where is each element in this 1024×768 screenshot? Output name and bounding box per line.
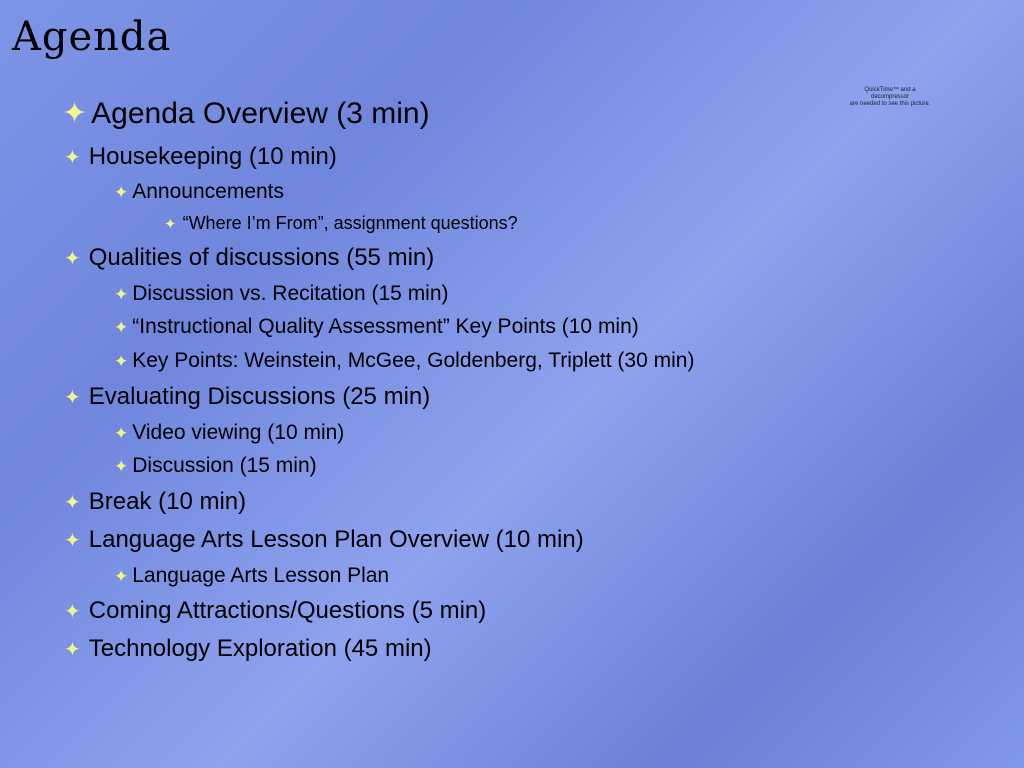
- agenda-subitem: [114, 349, 694, 373]
- agenda-item-text: Discussion (15 min): [132, 454, 317, 477]
- agenda-item-text: Break (10 min): [88, 488, 247, 515]
- agenda-item-text: “Where I’m From”, assignment questions?: [182, 213, 518, 233]
- star-bullet-icon: ✦: [164, 216, 177, 233]
- star-bullet-icon: ✦: [64, 492, 81, 514]
- star-bullet-icon: ✦: [114, 285, 129, 304]
- agenda-item-text: Evaluating Discussions (25 min): [88, 383, 431, 410]
- agenda-item-text: Discussion vs. Recitation (15 min): [132, 282, 449, 305]
- agenda-item-text: Qualities of discussions (55 min): [88, 244, 435, 271]
- star-bullet-icon: ✦: [64, 387, 81, 409]
- star-bullet-icon: ✦: [64, 530, 81, 552]
- agenda-subitem: [114, 454, 317, 478]
- star-bullet-icon: ✦: [114, 318, 129, 337]
- agenda-item: [64, 597, 486, 625]
- star-bullet-icon: ✦: [62, 97, 88, 130]
- agenda-subitem: [114, 421, 344, 445]
- agenda-subitem: [114, 282, 449, 306]
- agenda-item: [64, 635, 432, 663]
- quicktime-notice-line: are needed to see this picture.: [849, 101, 931, 107]
- star-bullet-icon: ✦: [64, 601, 81, 623]
- agenda-item-text: Announcements: [132, 180, 285, 203]
- agenda-item-text: Coming Attractions/Questions (5 min): [88, 597, 487, 624]
- agenda-item: [62, 96, 430, 131]
- agenda-item: [64, 143, 337, 171]
- agenda-item-text: “Instructional Quality Assessment” Key Points (10 min): [132, 315, 639, 338]
- quicktime-placeholder: [840, 87, 940, 108]
- agenda-item-text: Housekeeping (10 min): [88, 143, 337, 170]
- star-bullet-icon: ✦: [114, 352, 129, 371]
- agenda-item: [64, 526, 584, 554]
- agenda-item-text: Language Arts Lesson Plan Overview (10 min): [88, 526, 584, 553]
- agenda-subitem: [114, 180, 284, 204]
- agenda-subsubitem: [164, 213, 518, 234]
- star-bullet-icon: ✦: [114, 183, 129, 202]
- agenda-item-text: Technology Exploration (45 min): [88, 635, 432, 662]
- agenda-subitem: [114, 315, 639, 339]
- star-bullet-icon: ✦: [64, 147, 81, 169]
- star-bullet-icon: ✦: [64, 248, 81, 270]
- star-bullet-icon: ✦: [64, 639, 81, 661]
- agenda-item-text: Agenda Overview (3 min): [91, 97, 430, 130]
- slide-title: Agenda: [12, 14, 172, 60]
- agenda-subitem: [114, 564, 389, 588]
- agenda-item-text: Key Points: Weinstein, McGee, Goldenberg, Triplett (30 min): [132, 349, 695, 372]
- quicktime-notice-line: QuickTime™ and a: [864, 87, 916, 93]
- agenda-item: [64, 244, 434, 272]
- star-bullet-icon: ✦: [114, 424, 129, 443]
- agenda-item-text: Video viewing (10 min): [132, 421, 345, 444]
- star-bullet-icon: ✦: [114, 567, 129, 586]
- agenda-item: [64, 383, 430, 411]
- agenda-item-text: Language Arts Lesson Plan: [132, 564, 390, 587]
- quicktime-notice-line: decompressor: [870, 94, 909, 100]
- agenda-item: [64, 488, 246, 516]
- star-bullet-icon: ✦: [114, 457, 129, 476]
